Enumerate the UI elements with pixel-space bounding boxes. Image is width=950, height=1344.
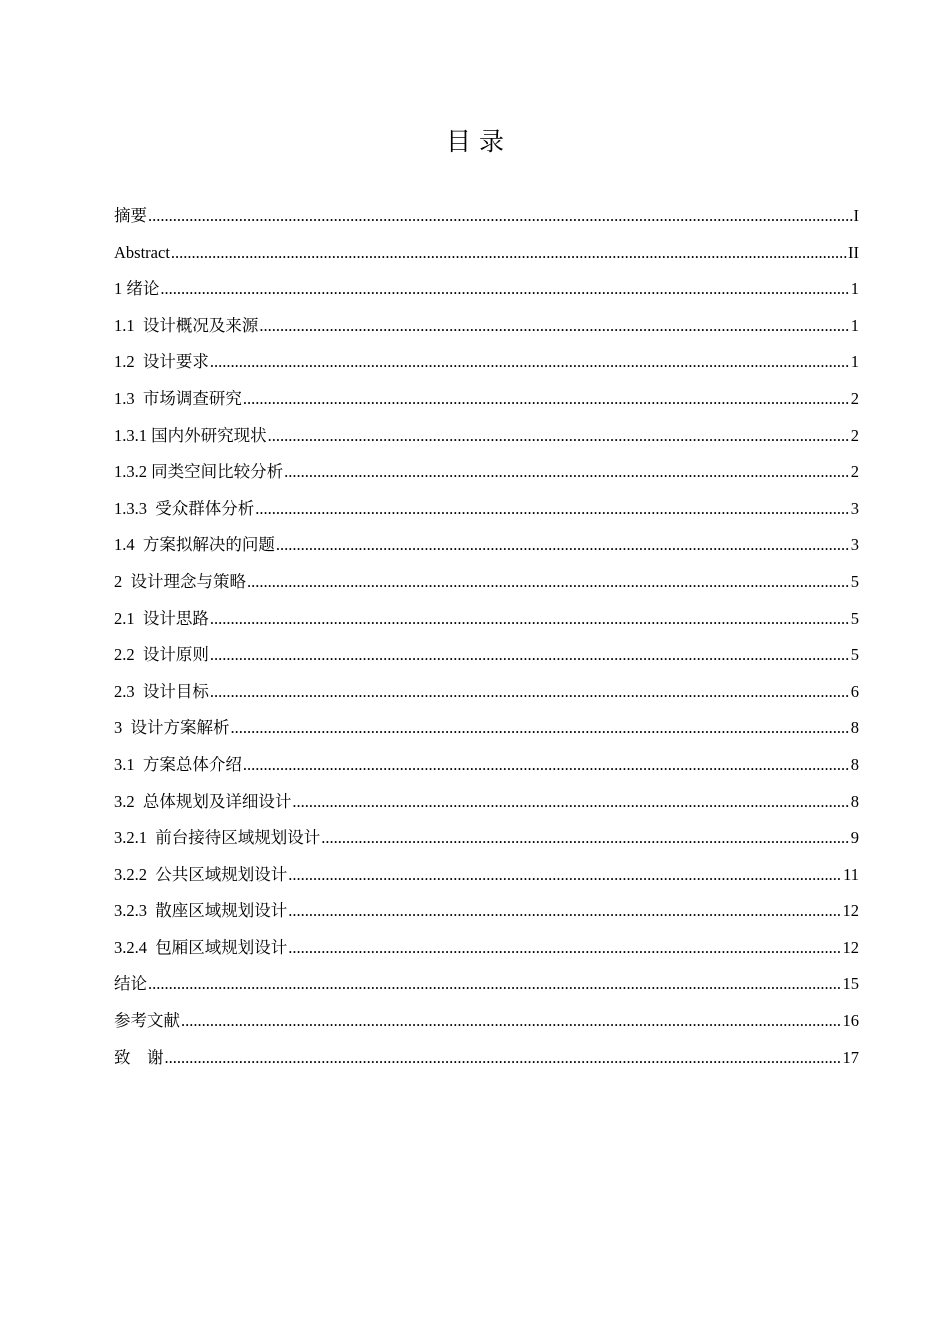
toc-dot-leader xyxy=(292,784,849,821)
toc-entry-label: 3.1 方案总体介绍 xyxy=(114,754,242,774)
toc-entry-page-number: 1 xyxy=(850,279,859,299)
toc-entry[interactable] xyxy=(114,381,859,418)
toc-entry-page-number: 5 xyxy=(850,571,859,591)
toc-entry[interactable] xyxy=(114,564,859,601)
toc-entry-page-number: 5 xyxy=(850,608,859,628)
toc-entry[interactable] xyxy=(114,747,859,784)
toc-dot-leader xyxy=(288,893,841,930)
toc-dot-leader xyxy=(231,710,850,747)
toc-entry-label: 3.2.2 公共区域规划设计 xyxy=(114,864,288,884)
toc-dot-leader xyxy=(243,747,850,784)
toc-entry-label: 3.2.3 散座区域规划设计 xyxy=(114,901,288,921)
toc-entry-label: 3.2.1 前台接待区域规划设计 xyxy=(114,828,321,848)
toc-dot-leader xyxy=(276,527,850,564)
toc-entry-label: 1.3 市场调查研究 xyxy=(114,388,242,408)
toc-dot-leader xyxy=(210,637,850,674)
toc-dot-leader xyxy=(284,454,850,491)
toc-entry-page-number: 2 xyxy=(850,388,859,408)
toc-entry[interactable] xyxy=(114,710,859,747)
toc-entry-label: 结论 xyxy=(114,974,147,994)
toc-entry[interactable] xyxy=(114,418,859,455)
toc-entry-label: 3.2.4 包厢区域规划设计 xyxy=(114,937,288,957)
toc-entry-page-number: 15 xyxy=(842,974,859,994)
toc-dot-leader xyxy=(181,1003,842,1040)
toc-entry-label: 1.3.2 同类空间比较分析 xyxy=(114,462,284,482)
toc-entry-page-number: 11 xyxy=(843,864,859,884)
toc-entry-label: 3 设计方案解析 xyxy=(114,718,230,738)
toc-entry-page-number: 8 xyxy=(850,754,859,774)
toc-entry-page-number: 6 xyxy=(850,681,859,701)
toc-entry-page-number: 8 xyxy=(850,791,859,811)
toc-entry-page-number: 16 xyxy=(842,1011,859,1031)
toc-entry[interactable] xyxy=(114,491,859,528)
toc-entry-page-number: 17 xyxy=(842,1047,859,1067)
toc-entry[interactable] xyxy=(114,820,859,857)
toc-entry-label: 1.1 设计概况及来源 xyxy=(114,315,259,335)
toc-dot-leader xyxy=(268,418,850,455)
toc-entry[interactable] xyxy=(114,198,859,235)
toc-dot-leader xyxy=(148,198,853,235)
toc-dot-leader xyxy=(148,966,842,1003)
toc-dot-leader xyxy=(160,271,849,308)
toc-entry-label: 2 设计理念与策略 xyxy=(114,571,246,591)
page-title: 目 录 xyxy=(446,127,504,156)
toc-entry-page-number: 8 xyxy=(850,718,859,738)
toc-entry-label: 3.2 总体规划及详细设计 xyxy=(114,791,292,811)
toc-dot-leader xyxy=(165,1040,842,1077)
toc-entry-label: 1 绪论 xyxy=(114,279,160,299)
toc-dot-leader xyxy=(210,674,850,711)
table-of-contents xyxy=(114,198,859,1076)
toc-entry-label: 摘要 xyxy=(114,206,147,225)
toc-entry-page-number: 5 xyxy=(850,645,859,665)
toc-entry[interactable] xyxy=(114,966,859,1003)
toc-entry-page-number: 1 xyxy=(850,315,859,335)
toc-dot-leader xyxy=(247,564,850,601)
toc-entry-page-number: 9 xyxy=(850,828,859,848)
toc-entry-label: 1.2 设计要求 xyxy=(114,352,209,372)
toc-entry-label: 1.3.1 国内外研究现状 xyxy=(114,425,267,445)
toc-dot-leader xyxy=(321,820,850,857)
toc-entry-label: 参考文献 xyxy=(114,1011,180,1031)
toc-entry[interactable] xyxy=(114,637,859,674)
toc-entry-page-number: 3 xyxy=(850,535,859,555)
toc-entry-page-number: 12 xyxy=(842,901,859,921)
toc-entry-label: 2.1 设计思路 xyxy=(114,608,209,628)
toc-dot-leader xyxy=(255,491,850,528)
toc-entry-page-number: 3 xyxy=(850,498,859,518)
toc-dot-leader xyxy=(288,857,842,894)
toc-dot-leader xyxy=(210,344,850,381)
toc-entry[interactable] xyxy=(114,344,859,381)
toc-entry-label: 1.4 方案拟解决的问题 xyxy=(114,535,275,555)
toc-entry-page-number: 1 xyxy=(850,352,859,372)
toc-entry-page-number: 2 xyxy=(850,425,859,445)
toc-entry-page-number: 2 xyxy=(850,462,859,482)
toc-entry[interactable] xyxy=(114,454,859,491)
toc-dot-leader xyxy=(171,235,847,272)
toc-entry[interactable] xyxy=(114,674,859,711)
toc-entry-label: 2.2 设计原则 xyxy=(114,645,209,665)
toc-dot-leader xyxy=(243,381,850,418)
toc-dot-leader xyxy=(259,308,849,345)
toc-entry-label: Abstract xyxy=(114,242,170,262)
toc-entry[interactable] xyxy=(114,308,859,345)
toc-entry-page-number: 12 xyxy=(842,937,859,957)
toc-entry-label: 致 谢 xyxy=(114,1047,164,1067)
toc-entry[interactable] xyxy=(114,601,859,638)
toc-entry-page-number: II xyxy=(848,242,859,262)
toc-dot-leader xyxy=(210,601,850,638)
toc-entry-page-number: I xyxy=(853,206,859,225)
toc-entry[interactable] xyxy=(114,271,859,308)
toc-dot-leader xyxy=(288,930,841,967)
toc-entry[interactable] xyxy=(114,784,859,821)
toc-entry[interactable] xyxy=(114,893,859,930)
toc-entry[interactable] xyxy=(114,857,859,894)
toc-entry[interactable] xyxy=(114,930,859,967)
toc-entry[interactable] xyxy=(114,235,859,272)
toc-entry[interactable] xyxy=(114,527,859,564)
toc-entry[interactable] xyxy=(114,1003,859,1040)
toc-entry-label: 1.3.3 受众群体分析 xyxy=(114,498,255,518)
toc-entry-label: 2.3 设计目标 xyxy=(114,681,209,701)
toc-entry[interactable] xyxy=(114,1040,859,1077)
